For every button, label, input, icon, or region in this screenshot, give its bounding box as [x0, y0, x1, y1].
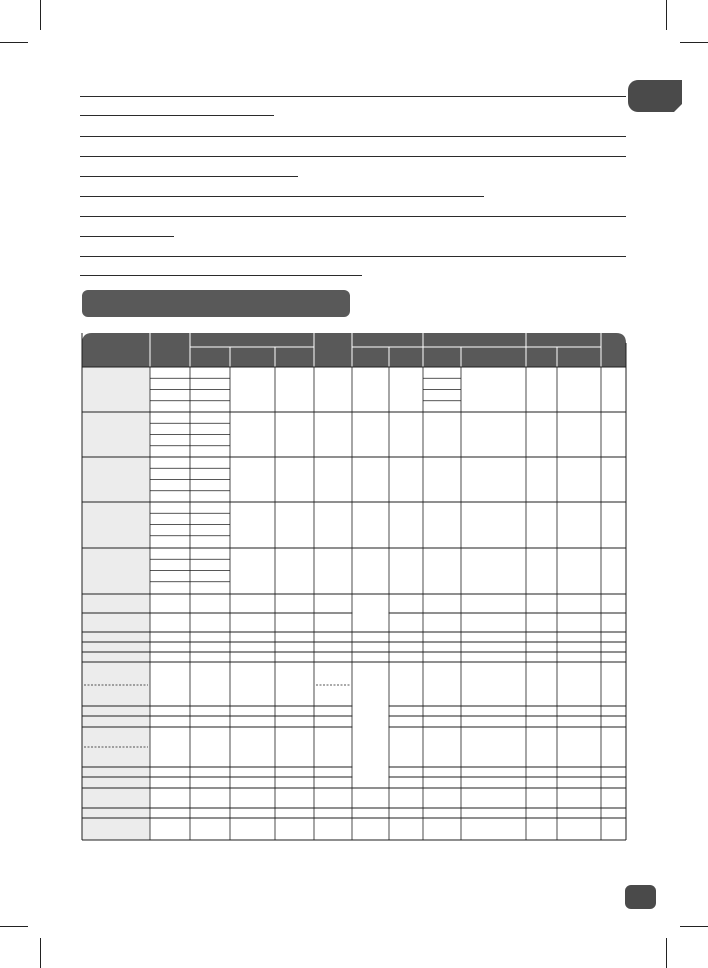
page-number-badge	[625, 885, 656, 909]
merged-cell-2	[353, 663, 389, 788]
table-header-bg	[82, 333, 626, 367]
table-row-label-column	[82, 367, 150, 840]
merged-cell-1	[353, 595, 389, 632]
